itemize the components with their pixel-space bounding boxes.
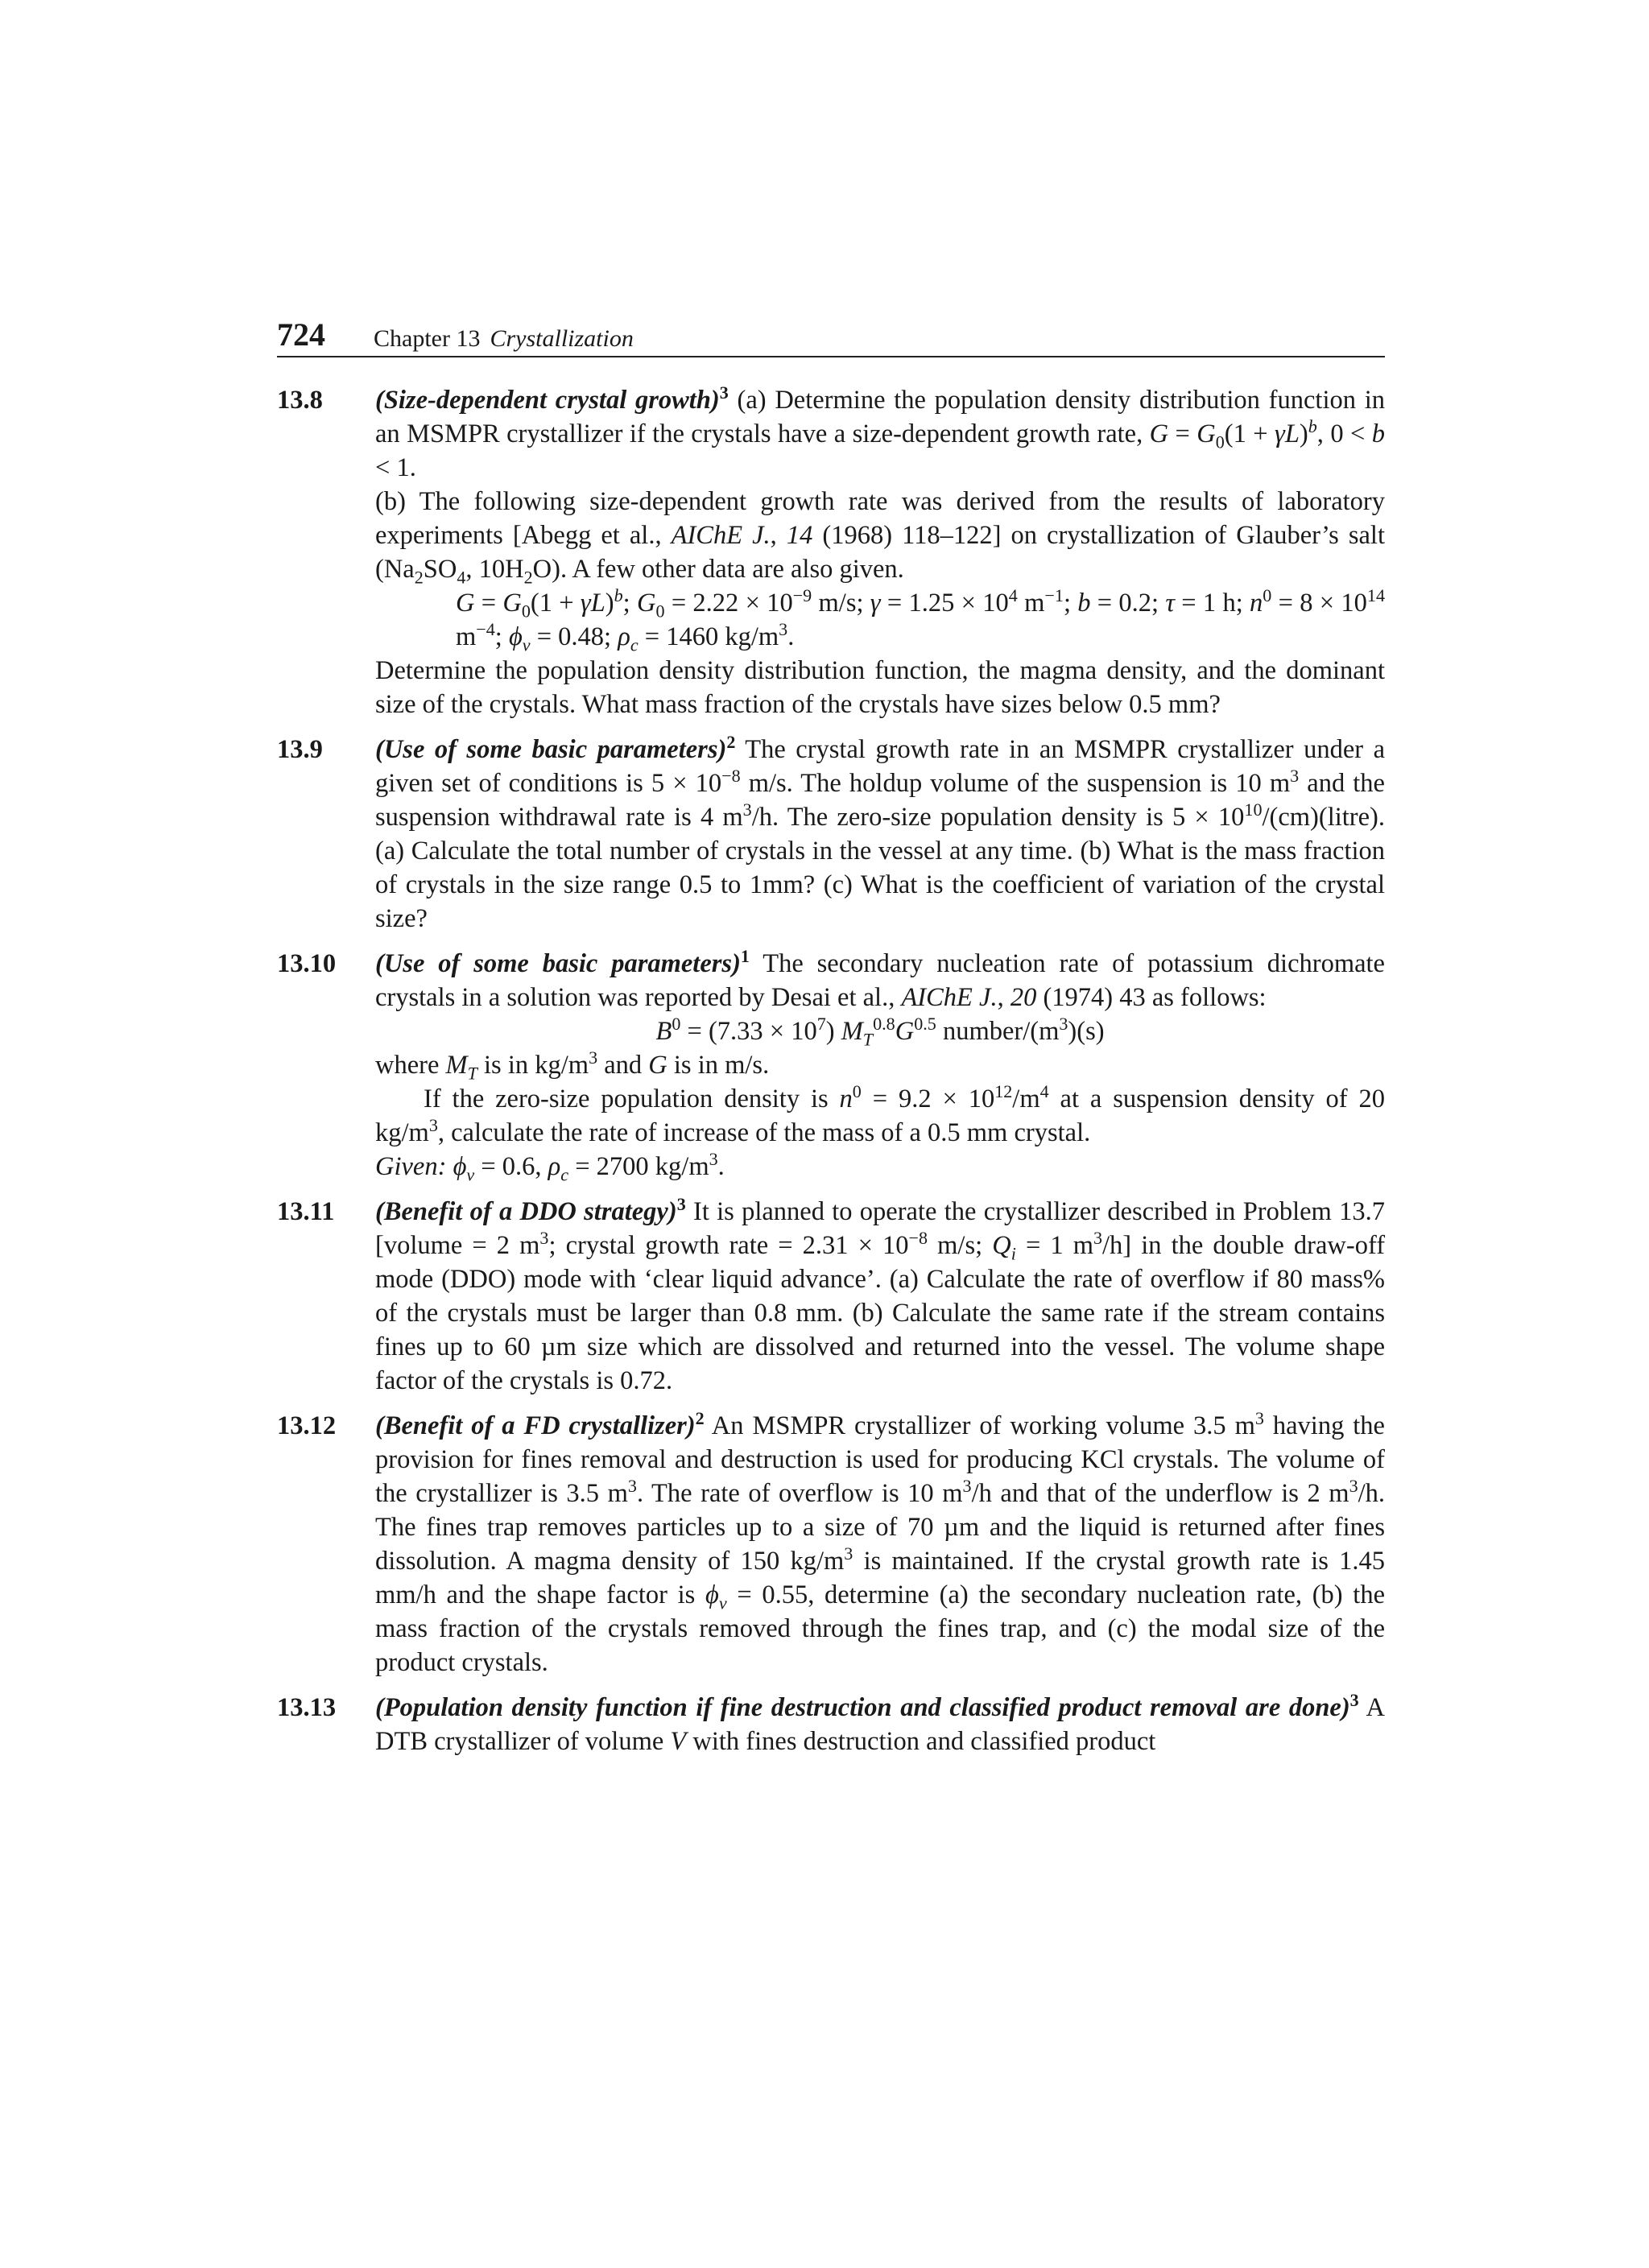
problem-title: (Benefit of a DDO strategy) xyxy=(375,1197,677,1226)
problem-paragraph: (Use of some basic parameters)$^2$ The crystal growth rate in an MSMPR crystallizer under a given set of conditions is $5 \times 10^{-8}$ m/s. The holdup volume of the suspension is 10 $m^3$ and the suspension withdrawal rate is 4 $m^3/h$. The zero-size population density is $5 \times 10^{10}/(cm)(litre)$. (a) Calculate the total number of crystals in the vessel at any time. (b) What is the mass fraction of crystals in the size range 0.5 to 1mm? (c) What is the coefficient of variation of the crystal size? xyxy=(375,732,1385,933)
problem-paragraph: (b) The following size-dependent growth rate was derived from the results of laboratory experiments [Abegg et al., AIChE J., 14 (1968) 118–122] on crystallization of Glauber’s salt ($Na_2SO_4$, $10H_2O$). A few other data are also given. xyxy=(375,487,1385,588)
given-data: $G = G_0(1 + \gamma L)^b$; $G_0 = 2.22 \times 10^{-9}$ m/s; $\gamma = 1.25 \times 10^4$ $m^{-1}$; b = 0.2; τ = 1 h; $n^0 = 8 \times 10^{14}$ $m^{-4}$; $\phi_v = 0.48$; $\rho_c = 1460$ $kg/m^3$. xyxy=(456,585,1385,655)
difficulty-level: 3 xyxy=(676,1194,686,1215)
chapter-name: Crystallization xyxy=(490,325,634,352)
problem-13-13 xyxy=(277,1691,1385,1758)
problem-number: 13.12 xyxy=(277,1411,337,1440)
given-data: Given: $\phi_v = 0.6$, $\rho_c = 2700$ $kg/m^3$. xyxy=(375,1149,725,1185)
page-header xyxy=(277,316,1385,357)
problem-paragraph: If the zero-size population density is $n^0 = 9.2 \times 10^{12}/m^4$ at a suspension density of 20 $kg/m^3$, calculate the rate of increase of the mass of a 0.5 mm crystal. xyxy=(375,1081,1385,1147)
page-body xyxy=(277,383,1385,1770)
problem-13-9 xyxy=(277,733,1385,936)
page-number: 724 xyxy=(277,316,325,353)
problem-paragraph: Determine the population density distribution function, the magma density, and the dominant size of the crystals. What mass fraction of the crystals have sizes below 0.5 mm? xyxy=(375,656,1385,719)
problem-13-12 xyxy=(277,1409,1385,1679)
problem-title: (Use of some basic parameters) xyxy=(375,735,727,764)
problem-13-11 xyxy=(277,1195,1385,1398)
difficulty-level: 2 xyxy=(726,732,736,753)
problem-title: (Size-dependent crystal growth) xyxy=(375,386,720,415)
problem-number: 13.10 xyxy=(277,949,337,978)
running-head xyxy=(374,327,634,351)
problem-title: (Benefit of a FD crystallizer) xyxy=(375,1411,696,1440)
difficulty-level: 3 xyxy=(1349,1690,1359,1711)
problem-13-10 xyxy=(277,947,1385,1184)
problem-number: 13.8 xyxy=(277,386,323,415)
problem-title: (Use of some basic parameters) xyxy=(375,949,741,978)
problem-number: 13.9 xyxy=(277,735,323,764)
problem-13-8 xyxy=(277,383,1385,721)
problem-paragraph: where $M_T$ is in $kg/m^3$ and G is in m/s. xyxy=(375,1047,770,1084)
problem-paragraph: (Use of some basic parameters)$^1$ The secondary nucleation rate of potassium dichromate crystals in a solution was reported by Desai et al., AIChE J., 20 (1974) 43 as follows: xyxy=(375,946,1385,1012)
problem-paragraph: (Benefit of a DDO strategy)$^3$ It is planned to operate the crystallizer described in Problem 13.7 [volume = 2 $m^3$; crystal growth rate = $2.31 \times 10^{-8}$ m/s; $Q_i = 1$ $m^3/h$] in the double draw-off mode (DDO) mode with ‘clear liquid advance’. (a) Calculate the rate of overflow if 80 mass% of the crystals must be larger than 0.8 mm. (b) Calculate the same rate if the stream contains fines up to 60 µm size which are dissolved and returned into the vessel. The volume shape factor of the crystals is 0.72. xyxy=(375,1194,1386,1395)
difficulty-level: 2 xyxy=(695,1408,705,1429)
problem-number: 13.13 xyxy=(277,1693,337,1722)
problem-paragraph: (Size-dependent crystal growth)$^3$ (a) Determine the population density distribution function in an MSMPR crystallizer if the crystals have a size-dependent growth rate, $G = G_0(1 + \gamma L)^b$, 0 < b < 1. xyxy=(375,382,1385,482)
difficulty-level: 1 xyxy=(740,946,750,967)
problem-number: 13.11 xyxy=(277,1197,335,1226)
difficulty-level: 3 xyxy=(719,382,729,403)
problem-paragraph: (Population density function if fine destruction and classified product removal are done)$^3$ A DTB crystallizer of volume V with fines destruction and classified product xyxy=(375,1690,1385,1756)
equation: $B^0 = (7.33 \times 10^7)$ $M_T^{0.8}G^{0.5}$ number/$(m^3)(s)$ xyxy=(655,1014,1105,1050)
problem-paragraph: (Benefit of a FD crystallizer)$^2$ An MSMPR crystallizer of working volume 3.5 $m^3$ having the provision for fines removal and destruction is used for producing KCl crystals. The volume of the crystallizer is 3.5 $m^3$. The rate of overflow is 10 $m^3/h$ and that of the underflow is 2 $m^3/h$. The fines trap removes particles up to a size of 70 µm and the liquid is returned after fines dissolution. A magma density of 150 $kg/m^3$ is maintained. If the crystal growth rate is 1.45 mm/h and the shape factor is $\phi_v = 0.55$, determine (a) the secondary nucleation rate, (b) the mass fraction of the crystals removed through the fines trap, and (c) the modal size of the product crystals. xyxy=(375,1408,1386,1677)
problem-title: (Population density function if fine destruction and classified product removal are done) xyxy=(375,1693,1350,1722)
chapter-label: Chapter 13 xyxy=(374,325,481,352)
